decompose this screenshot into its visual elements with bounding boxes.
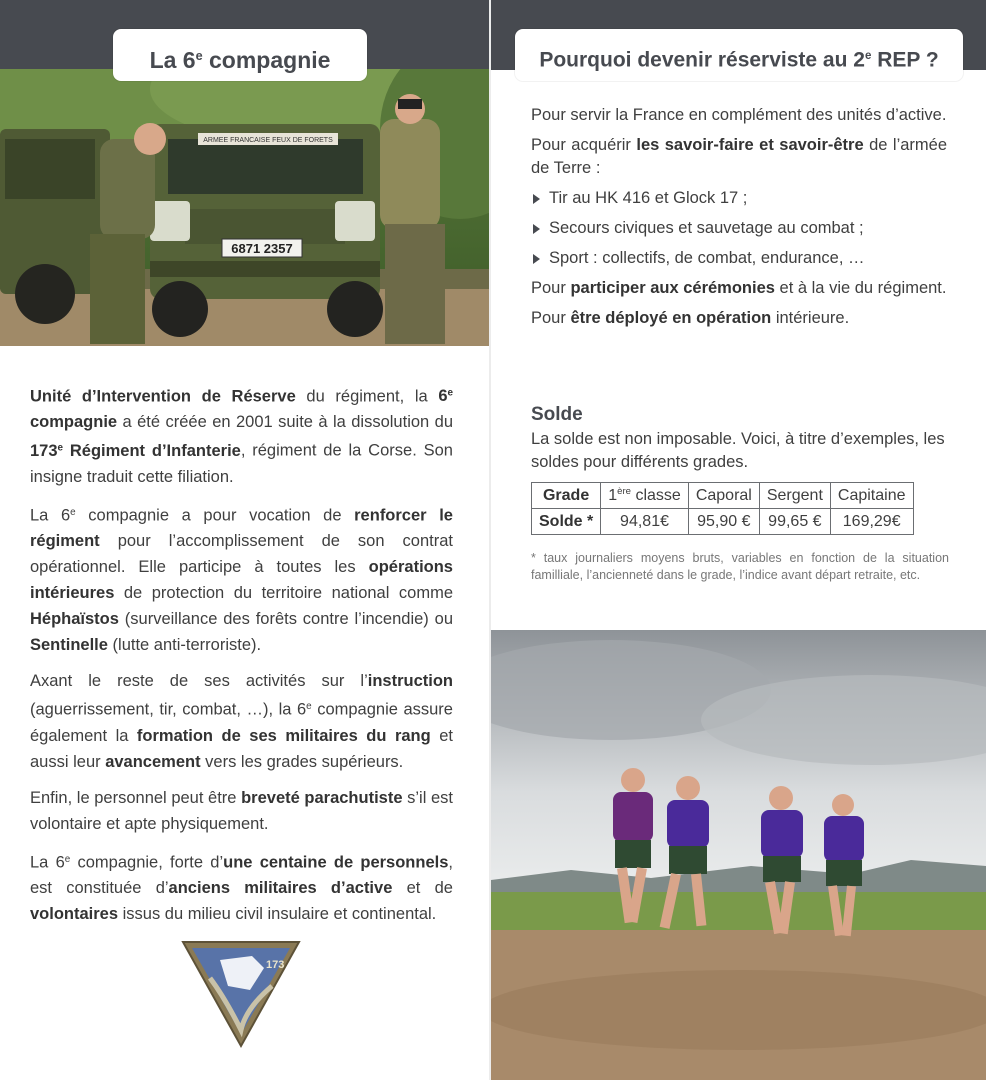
- reason-serve: Pour servir la France en complément des unités d’active.: [531, 106, 947, 124]
- solde-heading: Solde: [531, 404, 583, 425]
- reason-deployment: Pour être déployé en opération intérieure.: [531, 309, 850, 327]
- table-header-cell: Grade: [532, 483, 601, 509]
- triangle-bullet-icon: [533, 224, 540, 234]
- table-header-row: [532, 483, 914, 509]
- paragraph-3: Axant le reste de ses activités sur l’instruction (aguerrissement, tir, combat, …), la 6e compagnie assure également la formation de ses militaires du rang et aussi leur avancement vers les grades supérieurs.: [30, 672, 453, 771]
- triangle-bullet-icon: [533, 194, 540, 204]
- company-description: [30, 381, 453, 937]
- left-panel: [0, 0, 489, 1080]
- grade-cell: 1ère classe: [601, 483, 689, 509]
- grade-cell: Sergent: [759, 483, 830, 509]
- bullet-item: Sport : collectifs, de combat, endurance, …: [531, 247, 947, 270]
- triangle-bullet-icon: [533, 254, 540, 264]
- paragraph-4: Enfin, le personnel peut être breveté parachutiste s’il est volontaire et apte physiquement.: [30, 788, 453, 833]
- page-title-right: Pourquoi devenir réserviste au 2e REP ?: [515, 29, 963, 81]
- grade-cell: Capitaine: [830, 483, 913, 509]
- right-panel: [491, 0, 986, 1080]
- vehicle-photo: [0, 69, 489, 346]
- reason-ceremonies: Pour participer aux cérémonies et à la vie du régiment.: [531, 279, 947, 297]
- footnote: * taux journaliers moyens bruts, variables en fonction de la situation familliale, l’ancienneté dans le grade, l’indice avant départ retraite, etc.: [531, 551, 949, 582]
- paragraph-2: La 6e compagnie a pour vocation de renforcer le régiment pour l’accomplissement de son contrat opérationnel. Elle participe à toutes les opérations intérieures de protection du territoire national comme Héphaïstos (surveillance des forêts contre l’incendie) ou Sentinelle (lutte anti-terroriste).: [30, 506, 453, 655]
- pay-table: [531, 482, 914, 535]
- grade-cell: Caporal: [688, 483, 759, 509]
- regiment-insignia-icon: [180, 938, 302, 1050]
- vehicle-photo-illustration: [0, 69, 489, 346]
- runners-photo: [491, 630, 986, 1080]
- pay-cell: 95,90 €: [688, 509, 759, 535]
- reason-skills: Pour acquérir les savoir-faire et savoir-être de l’armée de Terre :: [531, 136, 948, 177]
- pay-cell: 94,81€: [601, 509, 689, 535]
- bullet-item: Secours civiques et sauvetage au combat ;: [531, 217, 947, 240]
- license-plate: 6871 2357: [231, 241, 293, 256]
- insignia-numeral: 173: [266, 959, 285, 971]
- paragraph-5: La 6e compagnie, forte d’une centaine de personnels, est constituée d’anciens militaires d’active et de volontaires issus du milieu civil insulaire et continental.: [30, 853, 453, 924]
- table-row: [532, 509, 914, 535]
- runners-photo-illustration: [491, 630, 986, 1080]
- reasons-list: [531, 104, 947, 337]
- windshield-label: ARMEE FRANCAISE FEUX DE FORETS: [203, 137, 333, 144]
- solde-intro: La solde est non imposable. Voici, à titre d’exemples, les soldes pour différents grades.: [531, 430, 945, 471]
- table-row-label: Solde *: [532, 509, 601, 535]
- paragraph-1: Unité d’Intervention de Réserve du régiment, la 6e compagnie a été créée en 2001 suite à la dissolution du 173e Régiment d’Infanterie, régiment de la Corse. Son insigne traduit cette filiation.: [30, 387, 453, 486]
- pay-cell: 99,65 €: [759, 509, 830, 535]
- pay-cell: 169,29€: [830, 509, 913, 535]
- page-title-left: La 6e compagnie: [113, 29, 367, 81]
- bullet-item: Tir au HK 416 et Glock 17 ;: [531, 187, 947, 210]
